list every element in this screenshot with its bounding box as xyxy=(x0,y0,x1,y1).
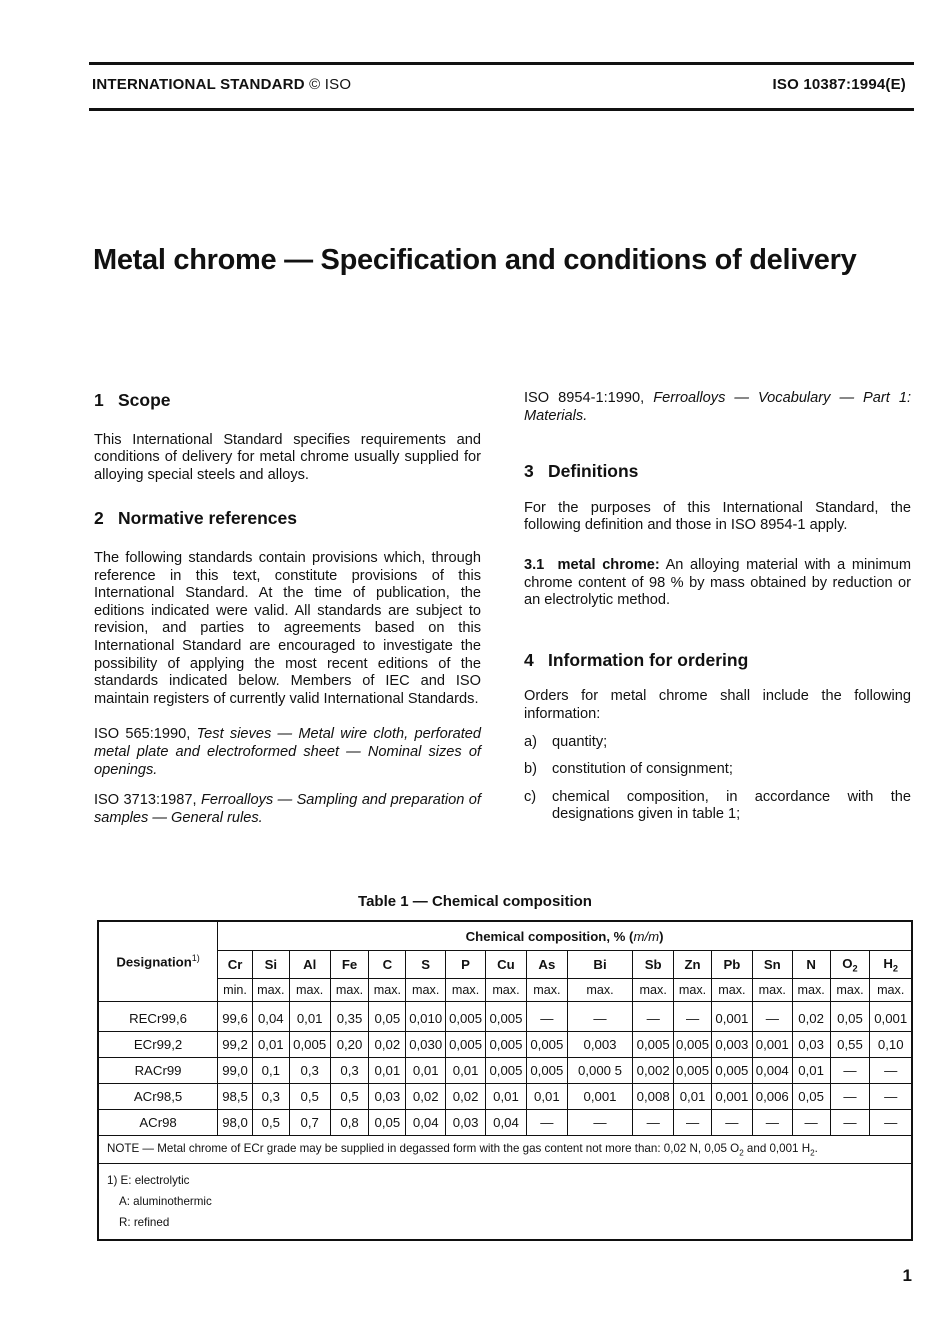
value-cell: — xyxy=(752,1110,792,1136)
table-row xyxy=(98,1032,912,1058)
page-title: Metal chrome — Specification and conditions of delivery xyxy=(93,244,857,276)
value-cell: 0,7 xyxy=(289,1110,330,1136)
table-body xyxy=(98,1002,912,1136)
section-ordering-heading: 4 Information for ordering xyxy=(524,649,749,670)
header-left xyxy=(92,76,351,93)
element-header-cell: Al xyxy=(289,951,330,979)
limit-cell: max. xyxy=(406,979,446,1002)
value-cell: 0,04 xyxy=(406,1110,446,1136)
value-cell: 0,005 xyxy=(526,1058,567,1084)
value-cell: — xyxy=(870,1058,912,1084)
limit-cell: max. xyxy=(486,979,527,1002)
value-cell: 0,005 xyxy=(289,1032,330,1058)
composition-table xyxy=(97,920,913,1241)
section-definitions-heading: 3 Definitions xyxy=(524,461,639,482)
limit-cell: max. xyxy=(870,979,912,1002)
element-header-cell: Zn xyxy=(674,951,712,979)
left-column xyxy=(94,392,481,840)
value-cell: 0,55 xyxy=(830,1032,870,1058)
value-cell: — xyxy=(830,1058,870,1084)
table-note: NOTE — Metal chrome of ECr grade may be supplied in degassed form with the gas content not more than: 0,02 N, 0,05 $O_2$ and 0,001 $H_2$. xyxy=(98,1136,912,1164)
value-cell: 0,005 xyxy=(674,1058,712,1084)
table-row xyxy=(98,1110,912,1136)
reference-iso-3713: ISO 3713:1987, Ferroalloys — Sampling and preparation of samples — General rules. xyxy=(94,792,481,826)
value-cell: — xyxy=(870,1110,912,1136)
ordering-list xyxy=(524,734,911,824)
value-cell: 0,3 xyxy=(252,1084,289,1110)
value-cell: 99,2 xyxy=(218,1032,253,1058)
element-header-cell: Fe xyxy=(330,951,369,979)
element-header-cell: Cr xyxy=(218,951,253,979)
table-row xyxy=(98,1058,912,1084)
value-cell: 0,005 xyxy=(486,1032,527,1058)
section-scope-text: This International Standard specifies requirements and conditions of delivery for metal chrome usually supplied for alloying special steels and alloys. xyxy=(94,431,481,483)
definition-metal-chrome: 3.1 metal chrome: An alloying material with a minimum chrome content of 98 % by mass obtained by reduction or an electrolytic method. xyxy=(524,556,912,609)
value-cell: 0,1 xyxy=(252,1058,289,1084)
limit-cell: min. xyxy=(218,979,253,1002)
value-cell: 0,03 xyxy=(446,1110,486,1136)
value-cell: — xyxy=(830,1084,870,1110)
value-cell: — xyxy=(526,1002,567,1032)
value-cell: — xyxy=(752,1002,792,1032)
value-cell: 0,03 xyxy=(369,1084,406,1110)
limit-cell: max. xyxy=(289,979,330,1002)
header-bottom-rule xyxy=(89,108,914,111)
composition-table-wrap xyxy=(97,920,913,1241)
value-cell: 0,04 xyxy=(486,1110,527,1136)
table-row xyxy=(98,1084,912,1110)
value-cell: 0,01 xyxy=(369,1058,406,1084)
value-cell: 0,3 xyxy=(330,1058,369,1084)
value-cell: 0,01 xyxy=(446,1058,486,1084)
value-cell: 0,02 xyxy=(446,1084,486,1110)
value-cell: 0,003 xyxy=(567,1032,632,1058)
value-cell: 0,006 xyxy=(752,1084,792,1110)
value-cell: 0,02 xyxy=(792,1002,830,1032)
element-header-cell: $H_2$ xyxy=(870,951,912,979)
limit-cell: max. xyxy=(752,979,792,1002)
footnote-aluminothermic: A: aluminothermic xyxy=(119,1195,212,1209)
value-cell: 0,008 xyxy=(633,1084,674,1110)
limit-row xyxy=(98,979,912,1002)
value-cell: 0,005 xyxy=(446,1002,486,1032)
value-cell: — xyxy=(830,1110,870,1136)
value-cell: 0,010 xyxy=(406,1002,446,1032)
limit-cell: max. xyxy=(830,979,870,1002)
value-cell: 0,002 xyxy=(633,1058,674,1084)
value-cell: 98,5 xyxy=(218,1084,253,1110)
value-cell: 0,001 xyxy=(752,1032,792,1058)
limit-cell: max. xyxy=(446,979,486,1002)
limit-cell: max. xyxy=(792,979,830,1002)
element-header-cell: Pb xyxy=(711,951,752,979)
value-cell: 0,001 xyxy=(870,1002,912,1032)
element-header-cell: As xyxy=(526,951,567,979)
value-cell: 0,005 xyxy=(486,1002,527,1032)
designation-header: Designation$^{1)}$ xyxy=(98,921,218,1002)
element-header-cell: $O_2$ xyxy=(830,951,870,979)
section-definitions-text: For the purposes of this International Standard, the following definition and those in ISO 8954-1 apply. xyxy=(524,499,911,534)
section-ordering-text: Orders for metal chrome shall include the following information: xyxy=(524,688,911,722)
limit-cell: max. xyxy=(567,979,632,1002)
value-cell: — xyxy=(567,1110,632,1136)
header-doc-number: ISO 10387:1994(E) xyxy=(772,76,906,93)
section-normative-heading: 2 Normative references xyxy=(94,508,297,529)
element-header-cell: S xyxy=(406,951,446,979)
value-cell: 0,20 xyxy=(330,1032,369,1058)
value-cell: 0,01 xyxy=(674,1084,712,1110)
designation-cell: ACr98,5 xyxy=(98,1084,218,1110)
value-cell: — xyxy=(633,1110,674,1136)
value-cell: 98,0 xyxy=(218,1110,253,1136)
designation-cell: RACr99 xyxy=(98,1058,218,1084)
list-item: c) chemical composition, in accordance with the designations given in table 1; xyxy=(524,788,911,823)
element-header-cell: P xyxy=(446,951,486,979)
value-cell: 0,001 xyxy=(711,1002,752,1032)
table-note-row xyxy=(98,1136,912,1164)
limit-cell: max. xyxy=(711,979,752,1002)
value-cell: 0,001 xyxy=(711,1084,752,1110)
section-scope-heading: 1 Scope xyxy=(94,390,171,410)
element-header-cell: Bi xyxy=(567,951,632,979)
value-cell: 0,3 xyxy=(289,1058,330,1084)
value-cell: — xyxy=(674,1002,712,1032)
header-standard-label: INTERNATIONAL STANDARD xyxy=(92,76,305,93)
header-org: ISO xyxy=(324,76,352,93)
value-cell: 0,5 xyxy=(252,1110,289,1136)
value-cell: 0,005 xyxy=(674,1032,712,1058)
value-cell: 0,10 xyxy=(870,1032,912,1058)
value-cell: 0,04 xyxy=(252,1002,289,1032)
value-cell: 0,05 xyxy=(792,1084,830,1110)
page-number: 1 xyxy=(902,1266,912,1285)
table-title: Table 1 — Chemical composition xyxy=(358,893,592,910)
value-cell: 0,5 xyxy=(330,1084,369,1110)
value-cell: 0,05 xyxy=(369,1002,406,1032)
value-cell: 0,02 xyxy=(369,1032,406,1058)
value-cell: 0,8 xyxy=(330,1110,369,1136)
element-header-cell: Cu xyxy=(486,951,527,979)
value-cell: 0,01 xyxy=(526,1084,567,1110)
value-cell: 0,005 xyxy=(711,1058,752,1084)
list-item: b) constitution of consignment; xyxy=(524,761,733,778)
value-cell: 0,02 xyxy=(406,1084,446,1110)
value-cell: 0,01 xyxy=(406,1058,446,1084)
value-cell: 0,004 xyxy=(752,1058,792,1084)
value-cell: 99,0 xyxy=(218,1058,253,1084)
value-cell: 0,01 xyxy=(486,1084,527,1110)
value-cell: 0,001 xyxy=(567,1084,632,1110)
designation-cell: ECr99,2 xyxy=(98,1032,218,1058)
element-header-row xyxy=(98,951,912,979)
limit-cell: max. xyxy=(633,979,674,1002)
value-cell: — xyxy=(526,1110,567,1136)
value-cell: 0,005 xyxy=(526,1032,567,1058)
right-column xyxy=(524,390,911,834)
value-cell: 99,6 xyxy=(218,1002,253,1032)
chemical-composition-header: Chemical composition, % (m/m) xyxy=(218,921,912,951)
value-cell: 0,030 xyxy=(406,1032,446,1058)
limit-cell: max. xyxy=(252,979,289,1002)
designation-cell: RECr99,6 xyxy=(98,1002,218,1032)
limit-cell: max. xyxy=(526,979,567,1002)
list-item: a) quantity; xyxy=(524,733,608,750)
limit-cell: max. xyxy=(674,979,712,1002)
reference-iso-565: ISO 565:1990, Test sieves — Metal wire cloth, perforated metal plate and electroformed sheet — Nominal sizes of openings. xyxy=(94,726,481,778)
footnote-electrolytic: 1) E: electrolytic xyxy=(107,1174,190,1188)
header-top-rule xyxy=(89,62,914,65)
section-normative-text: The following standards contain provisions which, through reference in this text, constitute provisions of this International Standard. At the time of publication, the editions indicated were valid. All standards are subject to revision, and parties to agreements based on this International Standard are encouraged to investigate the possibility of applying the most recent editions of the standards indicated below. Members of IEC and ISO maintain registers of currently valid International Standards. xyxy=(94,549,481,707)
element-header-cell: N xyxy=(792,951,830,979)
copyright-symbol: © xyxy=(309,76,321,93)
value-cell: 0,01 xyxy=(289,1002,330,1032)
value-cell: 0,05 xyxy=(369,1110,406,1136)
element-header-cell: Sn xyxy=(752,951,792,979)
limit-cell: max. xyxy=(330,979,369,1002)
value-cell: 0,003 xyxy=(711,1032,752,1058)
table-footnote-row xyxy=(98,1164,912,1241)
value-cell: — xyxy=(711,1110,752,1136)
limit-cell: max. xyxy=(369,979,406,1002)
table-row xyxy=(98,1002,912,1032)
value-cell: 0,005 xyxy=(446,1032,486,1058)
value-cell: 0,005 xyxy=(633,1032,674,1058)
table-footnotes xyxy=(98,1164,912,1241)
value-cell: — xyxy=(792,1110,830,1136)
designation-cell: ACr98 xyxy=(98,1110,218,1136)
value-cell: — xyxy=(567,1002,632,1032)
value-cell: — xyxy=(674,1110,712,1136)
element-header-cell: C xyxy=(369,951,406,979)
element-header-cell: Si xyxy=(252,951,289,979)
value-cell: 0,5 xyxy=(289,1084,330,1110)
value-cell: 0,05 xyxy=(830,1002,870,1032)
element-header-cell: Sb xyxy=(633,951,674,979)
value-cell: — xyxy=(633,1002,674,1032)
value-cell: 0,03 xyxy=(792,1032,830,1058)
value-cell: 0,35 xyxy=(330,1002,369,1032)
reference-iso-8954: ISO 8954-1:1990, Ferroalloys — Vocabulary — Part 1: Materials. xyxy=(524,390,911,424)
value-cell: — xyxy=(870,1084,912,1110)
footnote-refined: R: refined xyxy=(119,1216,170,1230)
value-cell: 0,005 xyxy=(486,1058,527,1084)
value-cell: 0,01 xyxy=(792,1058,830,1084)
value-cell: 0,000 5 xyxy=(567,1058,632,1084)
value-cell: 0,01 xyxy=(252,1032,289,1058)
